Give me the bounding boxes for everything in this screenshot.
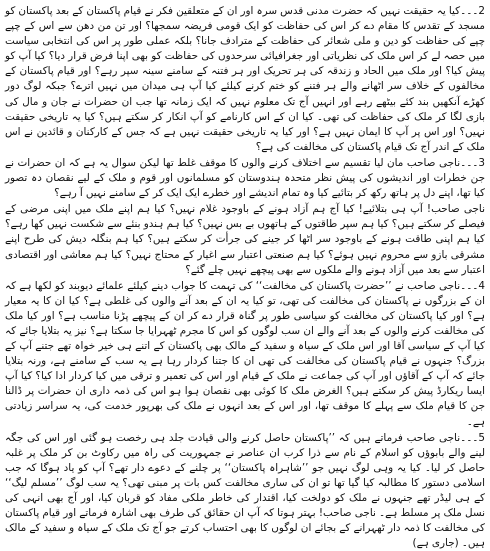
paragraph-point-2: 2۔۔۔کیا یہ حقیقت نہیں کہ حضرت مدنی قدس سرہ اور ان کے متعلقین فکر نے قیام پاکستان کے بعد پاکستان کو مسجد کے تقدس کا مقام دے کر اس کی حفاظت کو ایک قومی فریضہ سمجھا؟ اور تن من دھن سے اس کے چپے چپے کی حفاظت کو دین و ملی شعائر کی حفاظت کے مترادف جانا؟ بلکہ عملی طور پر اس کی انتخابی سیاست میں حصہ لے کر اس ملک کی نظریاتی اور جغرافیائی سرحدوں کی حفاظت کو بھی اپنا فرض قرار دیا؟ کیا آپ کو پیش کیا؟ اور ملک میں الحاد و زندقہ کی ہر تحریک اور ہر فتنہ کے سامنے سینہ سپر رہے؟ اور قیام پاکستان کے مخالفوں کے خلاف سر اٹھانے والے ہر فتنے کو ختم کرنے کیلئے کیا آپ ہی میدان میں نہیں اترے؟ جبکہ لوگ دور کھڑے آنکھیں بند کئے بیٹھے رہے اور انہیں آج تک معلوم نہیں کہ ایک زمانہ تھا جب ان حضرات نے جان و مال کی بازی لگا کر ملک کی حفاظت کی تھی۔ کیا ان کے اس کارنامے کو آپ انکار کر سکتے ہیں؟ کیا یہ تاریخی حقیقت نہیں؟ اور اس پر آپ کا ایمان نہیں ہے؟ اور کیا یہ تاریخی حقیقت نہیں ہے کہ جس کے کارکنان و قائدین نے اس ملک کے اندر آج تک قیام پاکستان کی مخالفت کی ہے؟ — [5, 5, 485, 153]
paragraph-point-4: 4۔۔۔ناجی صاحب نے ’’حضرت پاکستان کی مخالفت‘‘ کی تہمت کا جواب دینے کیلئے علمائے دیوبند کو لکھا ہے کہ ان کے بزرگوں نے پاکستان کی مخالفت کی تھی، تو کیا یہ ان کے بعد آنے والوں کی غلطی ہے؟ کیا ان کا یہ معیار ہے؟ اور کیا پاکستان کی مخالفت کو سیاسی طور پر گناہ قرار دے کر ان کے پیچھے پڑنا مناسب ہے؟ اور کیا ملک کی مخالفت کرنے والوں کے بعد آنے والے ان سب لوگوں کو اس کا مجرم ٹھہرایا جا سکتا ہے؟ نیز یہ بتلایا جائے کہ کیا آپ کے سیاسی آقا اور اس ملک کے سیاہ و سفید کے مالک بھی پاکستان کے اتنے ہی خیر خواہ تھے جتنے آپ کے بزرگ؟ جنہوں نے قیام پاکستان کی مخالفت کی تھی ان کا جتنا کردار رہا ہے یہ سب کے سامنے ہے، ورنہ بتلایا جائے کہ آپ کے آقاؤں اور آپ کی جماعت نے ملک کے قیام اور اس کی تعمیر و ترقی میں کیا کردار ادا کیا؟ کیا آپ ایسا ریکارڈ پیش کر سکتے ہیں؟ الغرض ملک کا کوئی بھی نقصان ہوا ہو اس کی ذمہ داری ان حضرات پر ڈالنا جن کا قیام ملک سے پہلے کا موقف تھا، اور اس کے بعد انہوں نے ملک کی بھرپور خدمت کی، یہ سراسر زیادتی ہے۔ — [5, 279, 485, 428]
paragraph-questions: ناجی صاحب! آپ ہی بتلائیے! کیا آج ہم آزاد ہونے کے باوجود غلام نہیں؟ کیا ہم اپنے ملک میں اپنی مرضی کے فیصلے کر سکتے ہیں؟ کیا ہم سپر طاقتوں کے ہاتھوں بے بس نہیں؟ کیا ہم ہندو بنئے سے شکست نہیں کھا رہے؟ کیا ہم اپنی طاقت ہونے کے باوجود سر اٹھا کر جینے کی جرأت کر سکتے ہیں؟ کیا ہم بنگلہ دیش کی طرح اپنے مشرقی بازو سے محروم نہیں ہوئے؟ کیا ہم صنعتی اعتبار سے اغیار کے محتاج نہیں؟ کیا ہم معاشی اور اقتصادی اعتبار سے بعد میں آزاد ہونے والے ملکوں سے بھی پیچھے نہیں چلے گئے؟ — [5, 203, 485, 276]
paragraph-point-3: 3۔۔۔ناجی صاحب مان لیا تقسیم سے اختلاف کرنے والوں کا موقف غلط تھا لیکن سوال یہ ہے کہ ان حضرات نے جن خطرات اور اندیشوں کی پیش نظر متحدہ ہندوستان کو مسلمانوں اور قوم و ملک کے لیے نقصان دہ تصور کیا تھا، اپنے دل پر ہاتھ رکھ کر بتائیے کیا وہ تمام اندیشے اور خطرے ایک ایک کر کے سامنے نہیں آ رہے؟ — [5, 156, 485, 200]
paragraph-point-5: 5۔۔۔ناجی صاحب فرماتے ہیں کہ ’’پاکستان حاصل کرنے والی قیادت جلد ہی رخصت ہو گئی اور اس کی جگہ لینے والے بابوؤں کو اسلام کے نام سے ذرا کرب ان عناصر نے جمہوریت کی راہ میں رکاوٹ بن کر ملک پر غلبہ حاصل کر لیا۔ کیا یہ وہی لوگ نہیں جو ’’شاہراہ پاکستان‘‘ پر چلنے کے دعوے دار تھے؟ آپ کو یاد ہوگا کہ جب اسلامی دستور کا مطالبہ کیا گیا تھا تو ان کی ساری مخالفت کس بات پر مبنی تھی؟ یہ سب لوگ ’’مسلم لیگ‘‘ کے ہی لیڈر تھے جنہوں نے ملک کو دولخت کیا، اقتدار کی خاطر ملکی مفاد کو قربان کیا، اور آج بھی انہی کی نسل ملک پر مسلط ہے۔ ناجی صاحب! بہتر ہوتا کہ آپ ان حقائق کی طرف بھی اشارہ فرماتے اور قیام پاکستان کی مخالفت کا ذمہ دار ٹھہرانے کے بجائے ان لوگوں کا بھی احتساب کرتے جو آج تک ملک کے سیاہ و سفید کے مالک ہیں۔ (جاری ہے) — [5, 431, 485, 550]
